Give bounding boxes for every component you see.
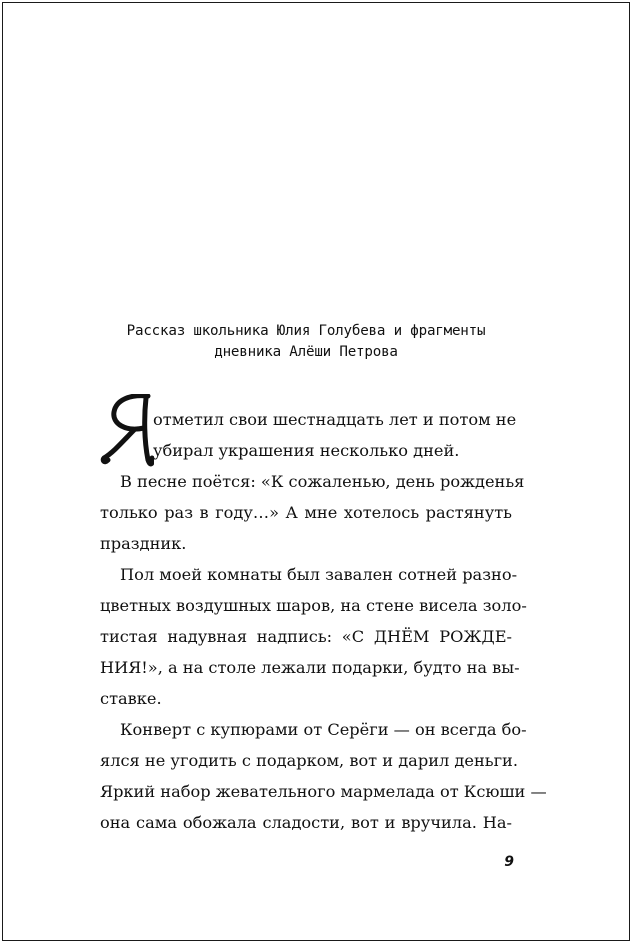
drop-cap-letter [100, 394, 154, 468]
chapter-title-line-2: дневника Алёши Петрова [214, 344, 398, 360]
paragraph [100, 466, 525, 559]
text-line: она сама обожала сладости, вот и вручила. На- [100, 813, 512, 832]
text-line: тистая надувная надпись: «С ДНЁМ РОЖДЕ- [100, 627, 512, 646]
text-line: цветных воздушных шаров, на стене висела золо- [100, 596, 527, 615]
paragraph [100, 404, 517, 466]
text-line: Конверт с купюрами от Серёги — он всегда бо- [120, 720, 527, 739]
body-text [100, 404, 547, 838]
text-line: убирал украшения несколько дней. [153, 441, 460, 460]
text-line: НИЯ!», а на столе лежали подарки, будто на вы- [100, 658, 520, 677]
text-line: ялся не угодить с подарком, вот и дарил деньги. [100, 751, 518, 770]
text-line: отметил свои шестнадцать лет и потом не [153, 410, 517, 429]
text-line: В песне поётся: «К сожаленью, день рожденья [120, 472, 525, 491]
chapter-title-line-1: Рассказ школьника Юлия Голубева и фрагменты [126, 323, 486, 339]
chapter-title [100, 321, 512, 363]
paragraph [100, 714, 547, 838]
text-line: праздник. [100, 534, 187, 553]
text-line: Яркий набор жевательного мармелада от Ксюши — [100, 782, 547, 801]
paragraph [100, 559, 527, 714]
text-line: Пол моей комнаты был завален сотней разно- [120, 565, 518, 584]
text-line: ставке. [100, 689, 162, 708]
text-line: только раз в году…» А мне хотелось растянуть [100, 503, 512, 522]
page-number: 9 [504, 854, 514, 870]
